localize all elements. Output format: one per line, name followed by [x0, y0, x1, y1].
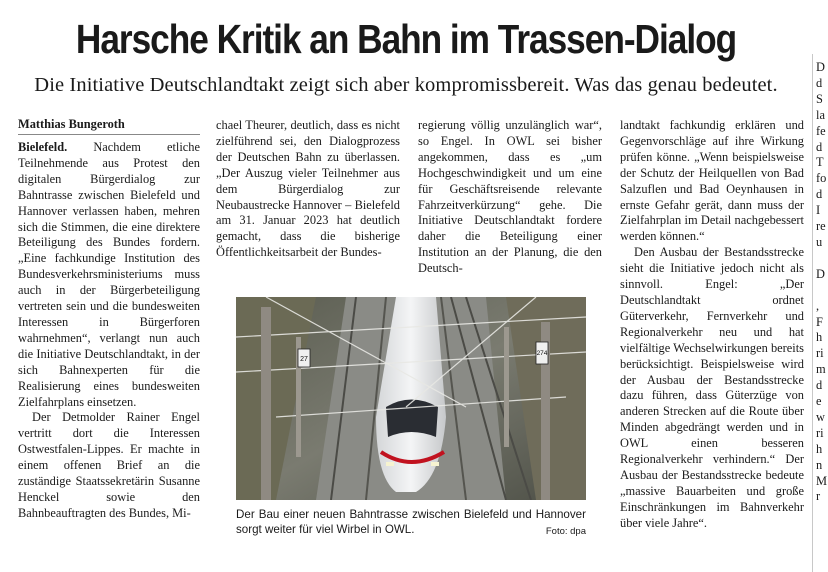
paragraph: landtakt fachkundig erklären und Gegenvorschläge auf ihre Wirkung prüfen könne. „Wenn beispielsweise der Schutz der Heilquellen von Bad Salzuflen und Bad Oeynhausen in ernste Gefahr gerät, dann muss der Zielfahrplan im Detail nachgebessert werden können.“ [620, 118, 804, 244]
article-column-2 [216, 118, 400, 261]
subheadline: Die Initiative Deutschlandtakt zeigt sich aber kompromissbereit. Was das genau bedeutet. [34, 74, 778, 96]
dateline: Bielefeld. [18, 140, 68, 154]
paragraph: Der Detmolder Rainer Engel vertritt dort die Interessen Ostwestfalen-Lippes. Er machte in einem offenen Brief an die zuständige Staatssekretärin Susanne Henckel sowie den Bahnbeauftragten des Bundes, Mi- [18, 410, 200, 520]
adjacent-article-fragment: D d S la fe d T fo d I re u D , F h ri m d e w ri h n M r [816, 60, 828, 504]
photo-caption [236, 507, 586, 539]
caption-text: Der Bau einer neuen Bahntrasse zwischen Bielefeld und Hannover sorgt weiter für viel Wirbel in OWL. [236, 508, 586, 536]
paragraph: Den Ausbau der Bestandsstrecke sieht die Initiative jedoch nicht als sinnvoll. Engel: „Der Deutschlandtakt ordnet Güterverkehr, Fernverkehr und Regionalverkehr neu und hat vielfältige Wechselwirkungen bereits berücksichtigt. Beispielsweise wird der Ausbau der Bestandsstrecke dazu führen, dass Güterzüge von anderen Strecken auf die Route über Minden abgedrängt werden und in OWL einen besseren Regionalverkehr verhindern.“ Der Ausbau der Bestandsstrecke bedeute „massive Bauarbeiten und große Einschränkungen im Bahnverkehr über viele Jahre“. [620, 245, 804, 530]
track-sign-right-label: 274 [536, 350, 548, 357]
author-byline: Matthias Bungeroth [18, 117, 125, 131]
article-column-4 [620, 118, 804, 532]
track-sign-left-label: 27 [300, 356, 308, 363]
article-column-1 [18, 140, 200, 522]
paragraph: chael Theurer, deutlich, dass es nicht zielführend sei, den Dialogprozess der Deutschen Bahn zu überlassen. „Der Auszug vieler Teilnehmer aus dem Bürgerdialog zur Neubaustrecke Hannover – Bielefeld am 31. Januar 2023 hat deutlich gemacht, dass die bisherige Öffentlichkeitsarbeit der Bundes- [216, 118, 400, 260]
headline: Harsche Kritik an Bahn im Trassen-Dialog [75, 16, 737, 62]
photo-credit: Foto: dpa [545, 526, 586, 537]
train-photo [236, 297, 586, 500]
catenary-mast [261, 307, 271, 500]
column-divider [812, 54, 813, 572]
paragraph: regierung völlig unzulänglich war“, so Engel. In OWL sei bisher angekommen, dass es „um Hochgeschwindigkeit und um eine für Geschäftsreisende relevante Fahrzeitverkürzung“ gehe. Die Initiative Deutschlandtakt fordere daher die Beteiligung einer Institution an der Planung, die den Deutsch- [418, 118, 602, 276]
train-illustration [236, 297, 586, 500]
byline-divider [18, 134, 200, 135]
paragraph: Nachdem etliche Teilnehmende aus Protest den digitalen Bürgerdialog zur Bahntrasse zwischen Bielefeld und Hannover verlassen haben, mehren sich die Stimmen, die eine direktere Beteiligung des Bundes fordern. „Eine fachkundige Institution des Bundesverkehrsministeriums muss auch in der Bürgerbeteiligung vertreten sein und die bundesweiten Interessen in Bürgerforen wahrnehmen“, verlangt nun auch die Initiative Deutschlandtakt, in der sich Bahnexperten für die Realisierung eines bundesweiten Zielfahrplans einsetzen. [18, 140, 200, 409]
article-column-3 [418, 118, 602, 277]
